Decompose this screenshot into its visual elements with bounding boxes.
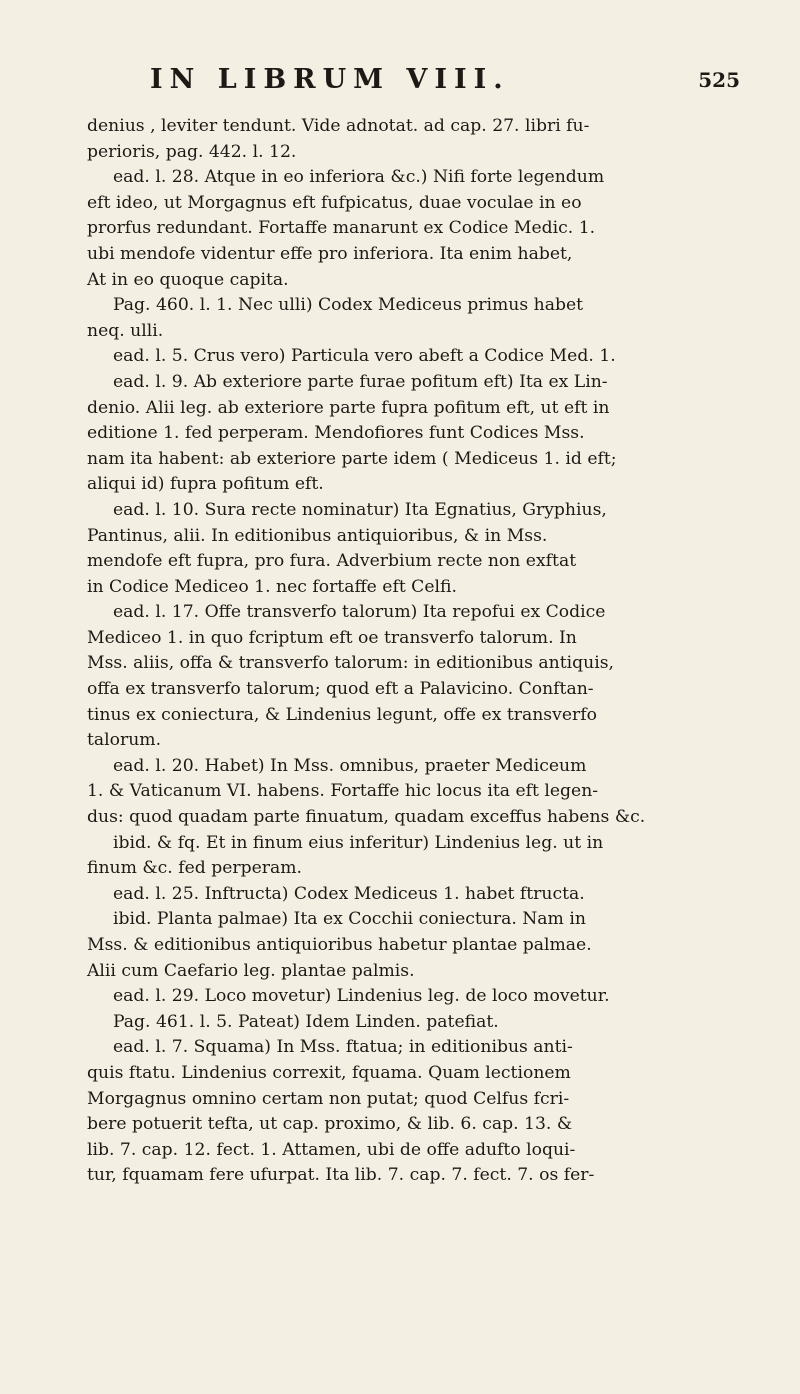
text-line: ead. l. 29. Loco movetur) Lindenius leg. de loco movetur. (113, 986, 610, 1007)
text-line: Pag. 460. l. 1. Nec ulli) Codex Mediceus primus habet (113, 295, 584, 316)
text-line: editione 1. fed perperam. Mendofiores funt Codices Mss. (87, 423, 585, 444)
text-line: denio. Alii leg. ab exteriore parte fupra pofitum eft, ut eft in (87, 397, 610, 418)
text-line: tur, fquamam fere ufurpat. Ita lib. 7. cap. 7. fect. 7. os fer- (87, 1165, 595, 1186)
text-line: ibid. Planta palmae) Ita ex Cocchii coniectura. Nam in (113, 909, 586, 930)
text-line: ead. l. 9. Ab exteriore parte furae pofitum eft) Ita ex Lin- (113, 371, 608, 392)
text-line: quis ftatu. Lindenius correxit, fquama. Quam lectionem (87, 1062, 571, 1083)
text-line: neq. ulli. (87, 320, 164, 341)
text-line: mendofe eft fupra, pro fura. Adverbium recte non exftat (87, 551, 577, 572)
text-line: offa ex transverfo talorum; quod eft a Palavicino. Conftan- (87, 679, 594, 700)
text-line: eft ideo, ut Morgagnus eft fufpicatus, duae voculae in eo (87, 192, 582, 213)
commentary-text (87, 114, 747, 1189)
text-line: finum &c. fed perperam. (87, 858, 303, 879)
text-line: aliqui id) fupra pofitum eft. (87, 474, 324, 495)
text-line: Mss. & editionibus antiquioribus habetur plantae palmae. (87, 935, 592, 955)
text-line: talorum. (87, 730, 162, 751)
page-header (150, 64, 740, 104)
text-line: Pantinus, alii. In editionibus antiquioribus, & in Mss. (87, 525, 548, 546)
text-line: ead. l. 17. Offe transverfo talorum) Ita repofui ex Codice (113, 602, 606, 623)
text-line: dus: quod quadam parte finuatum, quadam exceffus habens &c. (87, 807, 646, 828)
text-line: nam ita habent: ab exteriore parte idem ( Mediceus 1. id eft; (87, 448, 617, 469)
text-line: Mss. aliis, offa & transverfo talorum: in editionibus antiquis, (87, 653, 614, 674)
page-number: 525 (698, 68, 740, 92)
text-line: ead. l. 25. Inftructa) Codex Mediceus 1. habet ftructa. (113, 883, 585, 904)
text-line: lib. 7. cap. 12. fect. 1. Attamen, ubi de offe adufto loqui- (87, 1139, 576, 1160)
text-line: ead. l. 7. Squama) In Mss. ftatua; in editionibus anti- (113, 1037, 573, 1058)
text-line: ibid. & fq. Et in finum eius inferitur) Lindenius leg. ut in (113, 832, 604, 853)
text-line: Mediceo 1. in quo fcriptum eft oe transverfo talorum. In (87, 627, 577, 648)
text-line: ubi mendofe videntur effe pro inferiora. Ita enim habet, (87, 243, 573, 264)
text-line: ead. l. 5. Crus vero) Particula vero abeft a Codice Med. 1. (113, 346, 616, 367)
text-line: prorfus redundant. Fortaffe manarunt ex Codice Medic. 1. (87, 218, 596, 239)
text-line: denius , leviter tendunt. Vide adnotat. ad cap. 27. libri fu- (87, 116, 590, 136)
text-line: in Codice Mediceo 1. nec fortaffe eft Celfi. (87, 576, 457, 597)
text-line: Morgagnus omnino certam non putat; quod Celfus fcri- (87, 1088, 570, 1109)
text-line: At in eo quoque capita. (87, 269, 289, 290)
text-line: perioris, pag. 442. l. 12. (87, 141, 297, 162)
text-line: tinus ex coniectura, & Lindenius legunt, offe ex transverfo (87, 704, 597, 725)
text-line: ead. l. 20. Habet) In Mss. omnibus, praeter Mediceum (113, 755, 587, 776)
text-line: bere potuerit tefta, ut cap. proximo, & lib. 6. cap. 13. & (87, 1114, 573, 1135)
text-line: Pag. 461. l. 5. Pateat) Idem Linden. patefiat. (113, 1011, 499, 1032)
text-line: Alii cum Caefario leg. plantae palmis. (87, 960, 415, 981)
text-line: ead. l. 10. Sura recte nominatur) Ita Egnatius, Gryphius, (113, 499, 607, 520)
text-line: 1. & Vaticanum VI. habens. Fortaffe hic locus ita eft legen- (87, 781, 599, 802)
text-line: ead. l. 28. Atque in eo inferiora &c.) Nifi forte legendum (113, 167, 605, 188)
running-head: IN LIBRUM VIII. (150, 64, 510, 95)
